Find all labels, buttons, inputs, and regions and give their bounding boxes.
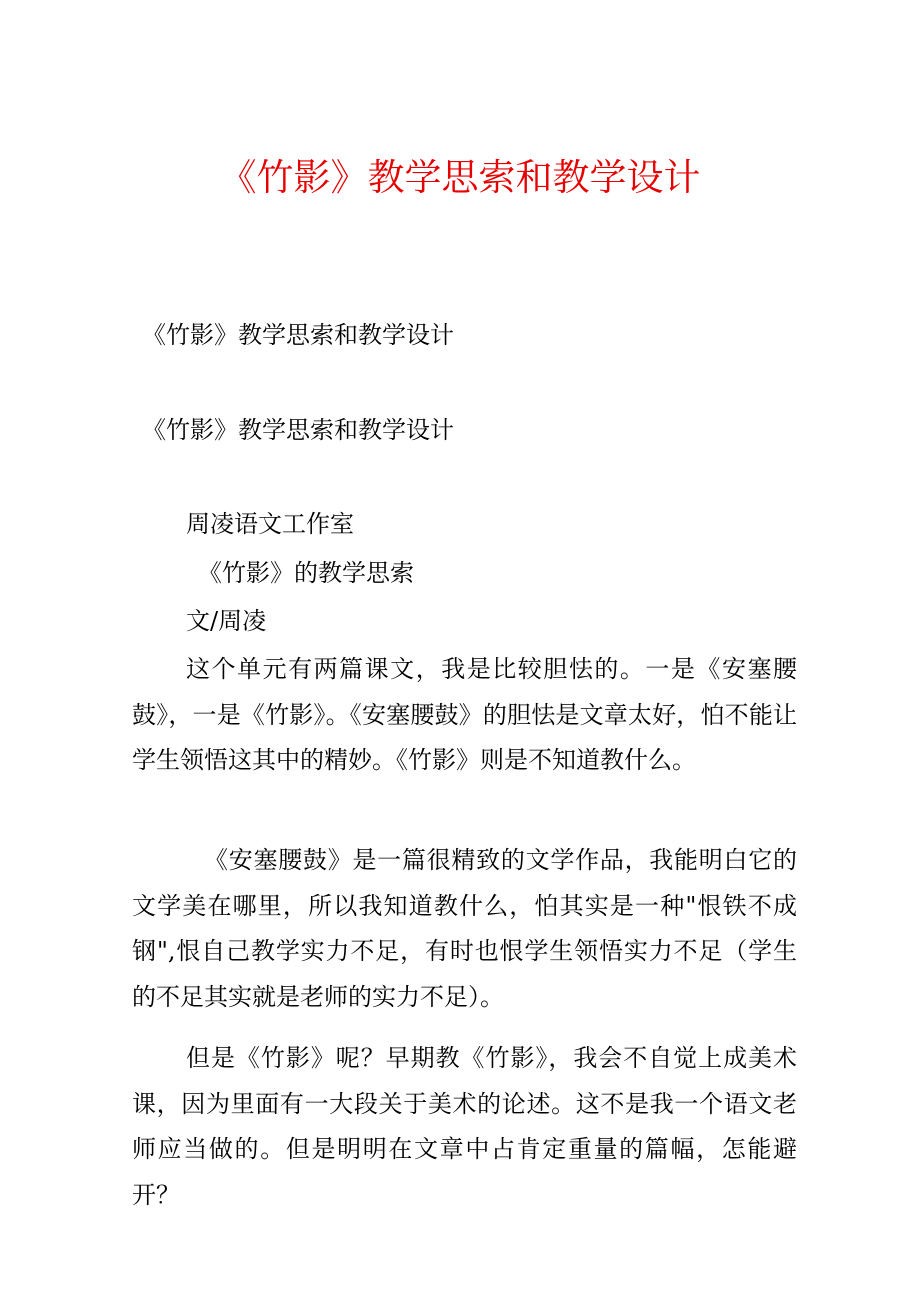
document-title: 《竹影》教学思索和教学设计 [219, 156, 701, 199]
studio-name: 周凌语文工作室 [186, 510, 354, 538]
subtitle-line-1: 《竹影》教学思索和教学设计 [142, 321, 454, 349]
author-line: 文/周凌 [186, 607, 267, 635]
paragraph-3: 但是《竹影》呢？早期教《竹影》，我会不自觉上成美术课，因为里面有一大段关于美术的论述。这不是我一个语文老师应当做的。但是明明在文章中占肯定重量的篇幅，怎能避开？ [132, 1044, 797, 1209]
paragraph-1: 这个单元有两篇课文，我是比较胆怯的。一是《安塞腰鼓》，一是《竹影》。《安塞腰鼓》的胆怯是文章太好，怕不能让学生领悟这其中的精妙。《竹影》则是不知道教什么。 [132, 655, 797, 774]
subtitle-line-2: 《竹影》教学思索和教学设计 [142, 416, 454, 444]
section-title: 《竹影》的教学思索 [198, 559, 414, 587]
paragraph-2: 《安塞腰鼓》是一篇很精致的文学作品，我能明白它的文学美在哪里，所以我知道教什么，怕其实是一种"恨铁不成钢",恨自己教学实力不足，有时也恨学生领悟实力不足（学生的不足其实就是老师的实力不足）。 [132, 846, 797, 1011]
